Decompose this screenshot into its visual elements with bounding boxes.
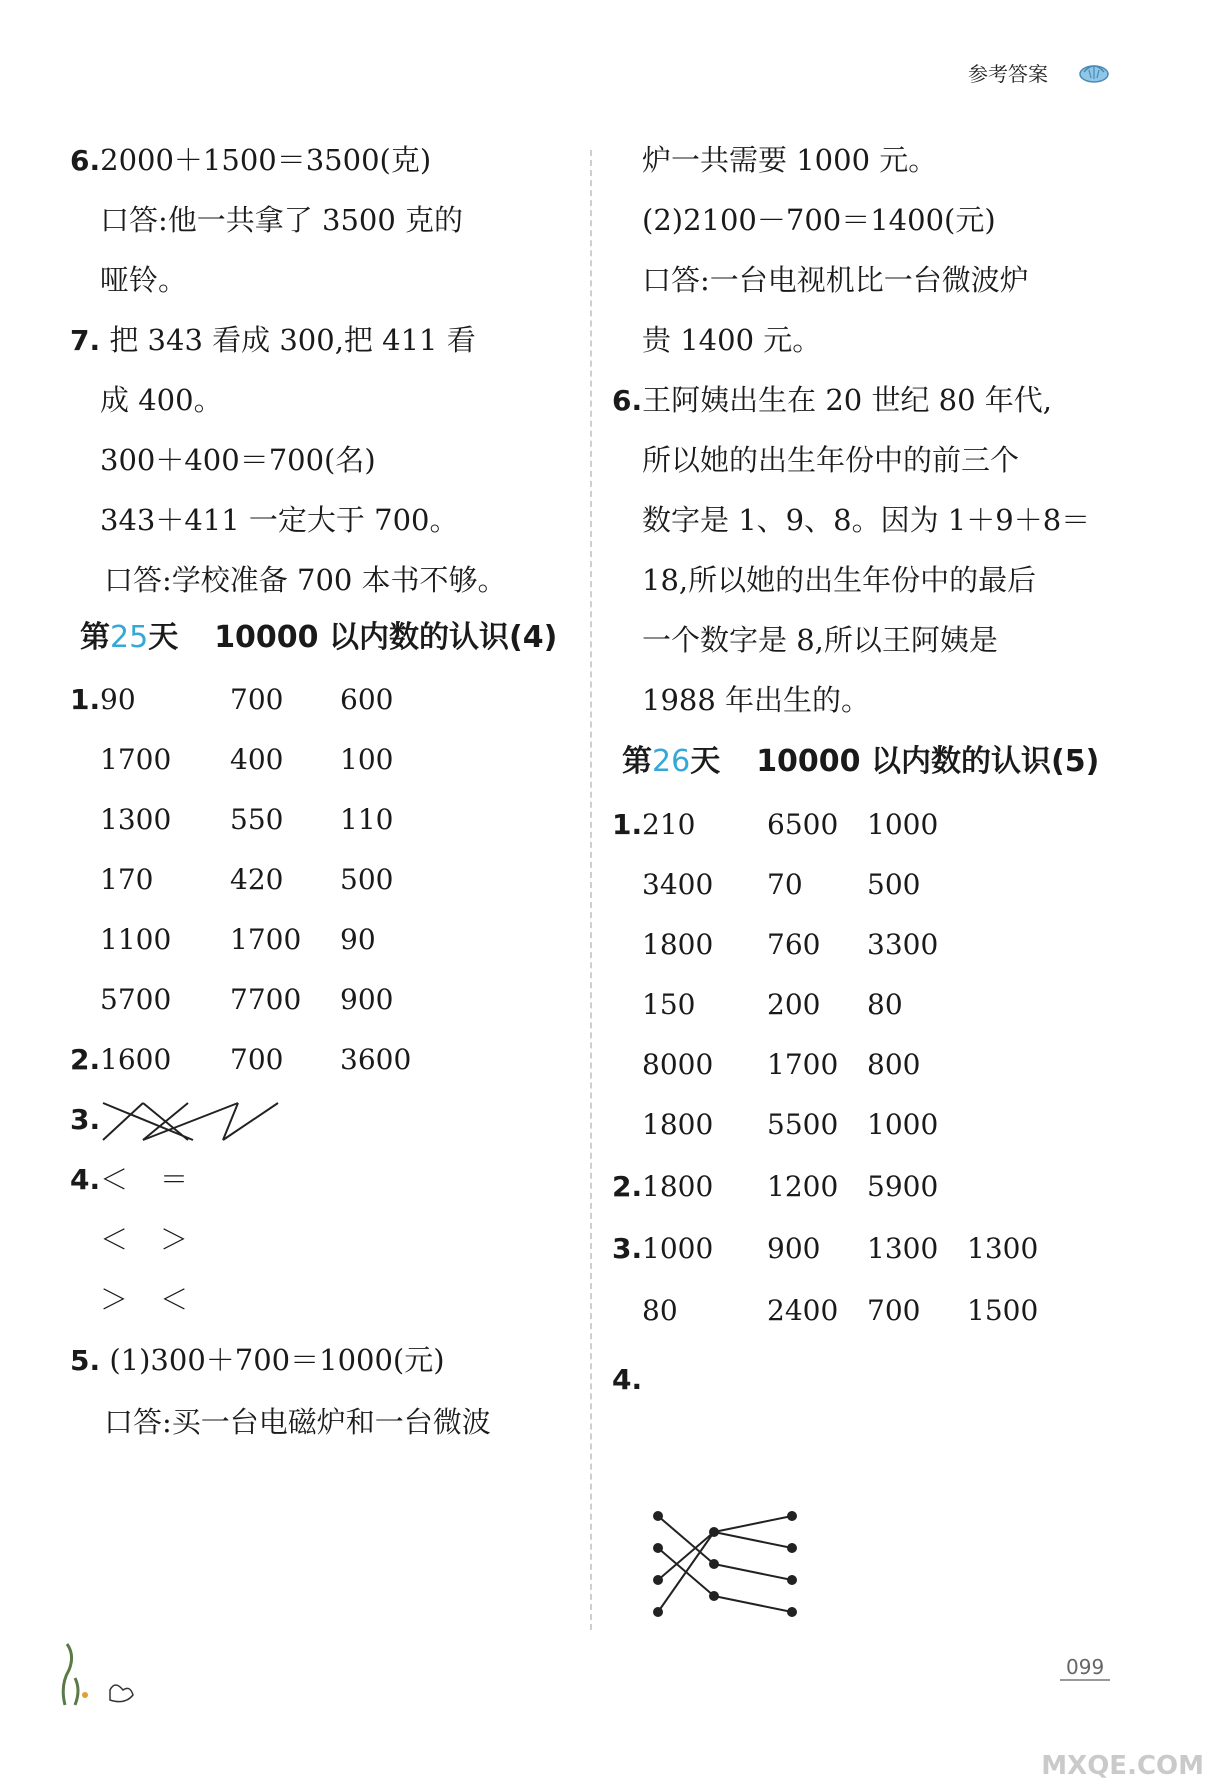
page-header-title: 参考答案 bbox=[968, 62, 1048, 86]
right-line: 所以她的出生年份中的前三个 bbox=[642, 443, 1020, 477]
right-line: 炉一共需要 1000 元。 bbox=[642, 143, 938, 177]
right-line: 口答:一台电视机比一台微波炉 bbox=[642, 263, 1029, 297]
shell-icon bbox=[1078, 58, 1110, 84]
watermark-logo: MXQE.COM bbox=[1041, 1751, 1204, 1781]
left-line: 口答:他一共拿了 3500 克的 bbox=[100, 203, 464, 237]
left-line: 7. 把 343 看成 300,把 411 看 bbox=[70, 323, 476, 357]
left-line-q5: 5. (1)300＋700＝1000(元) bbox=[70, 1343, 445, 1377]
right-line: (2)2100－700＝1400(元) bbox=[642, 203, 996, 237]
left-line-q5-answer: 口答:买一台电磁炉和一台微波 bbox=[104, 1405, 491, 1439]
right-line: 18,所以她的出生年份中的最后 bbox=[642, 563, 1037, 597]
page-number: 099 bbox=[1060, 1655, 1110, 1681]
left-line: 343＋411 一定大于 700。 bbox=[100, 503, 459, 537]
right-line: 一个数字是 8,所以王阿姨是 bbox=[642, 623, 998, 657]
left-line: 300＋400＝700(名) bbox=[100, 443, 376, 477]
right-line: 数字是 1、9、8。因为 1＋9＋8＝ bbox=[642, 503, 1091, 537]
column-divider bbox=[590, 150, 592, 1630]
right-line: 1988 年出生的。 bbox=[642, 683, 871, 717]
left-line: 成 400。 bbox=[100, 383, 223, 417]
matching-lines-q4 bbox=[652, 1510, 802, 1625]
left-line: 哑铃。 bbox=[100, 263, 188, 297]
section-title-day25: 第25天 10000 以内数的认识(4) bbox=[80, 620, 558, 655]
matching-lines-q3 bbox=[98, 1095, 288, 1155]
section-title-day26: 第26天 10000 以内数的认识(5) bbox=[622, 744, 1100, 779]
right-line: 贵 1400 元。 bbox=[642, 323, 822, 357]
left-line: 口答:学校准备 700 本书不够。 bbox=[104, 563, 507, 597]
right-line: 6.王阿姨出生在 20 世纪 80 年代, bbox=[612, 383, 1053, 417]
left-line: 6.2000＋1500＝3500(克) bbox=[70, 143, 432, 177]
seaweed-decoration-icon bbox=[55, 1640, 145, 1710]
